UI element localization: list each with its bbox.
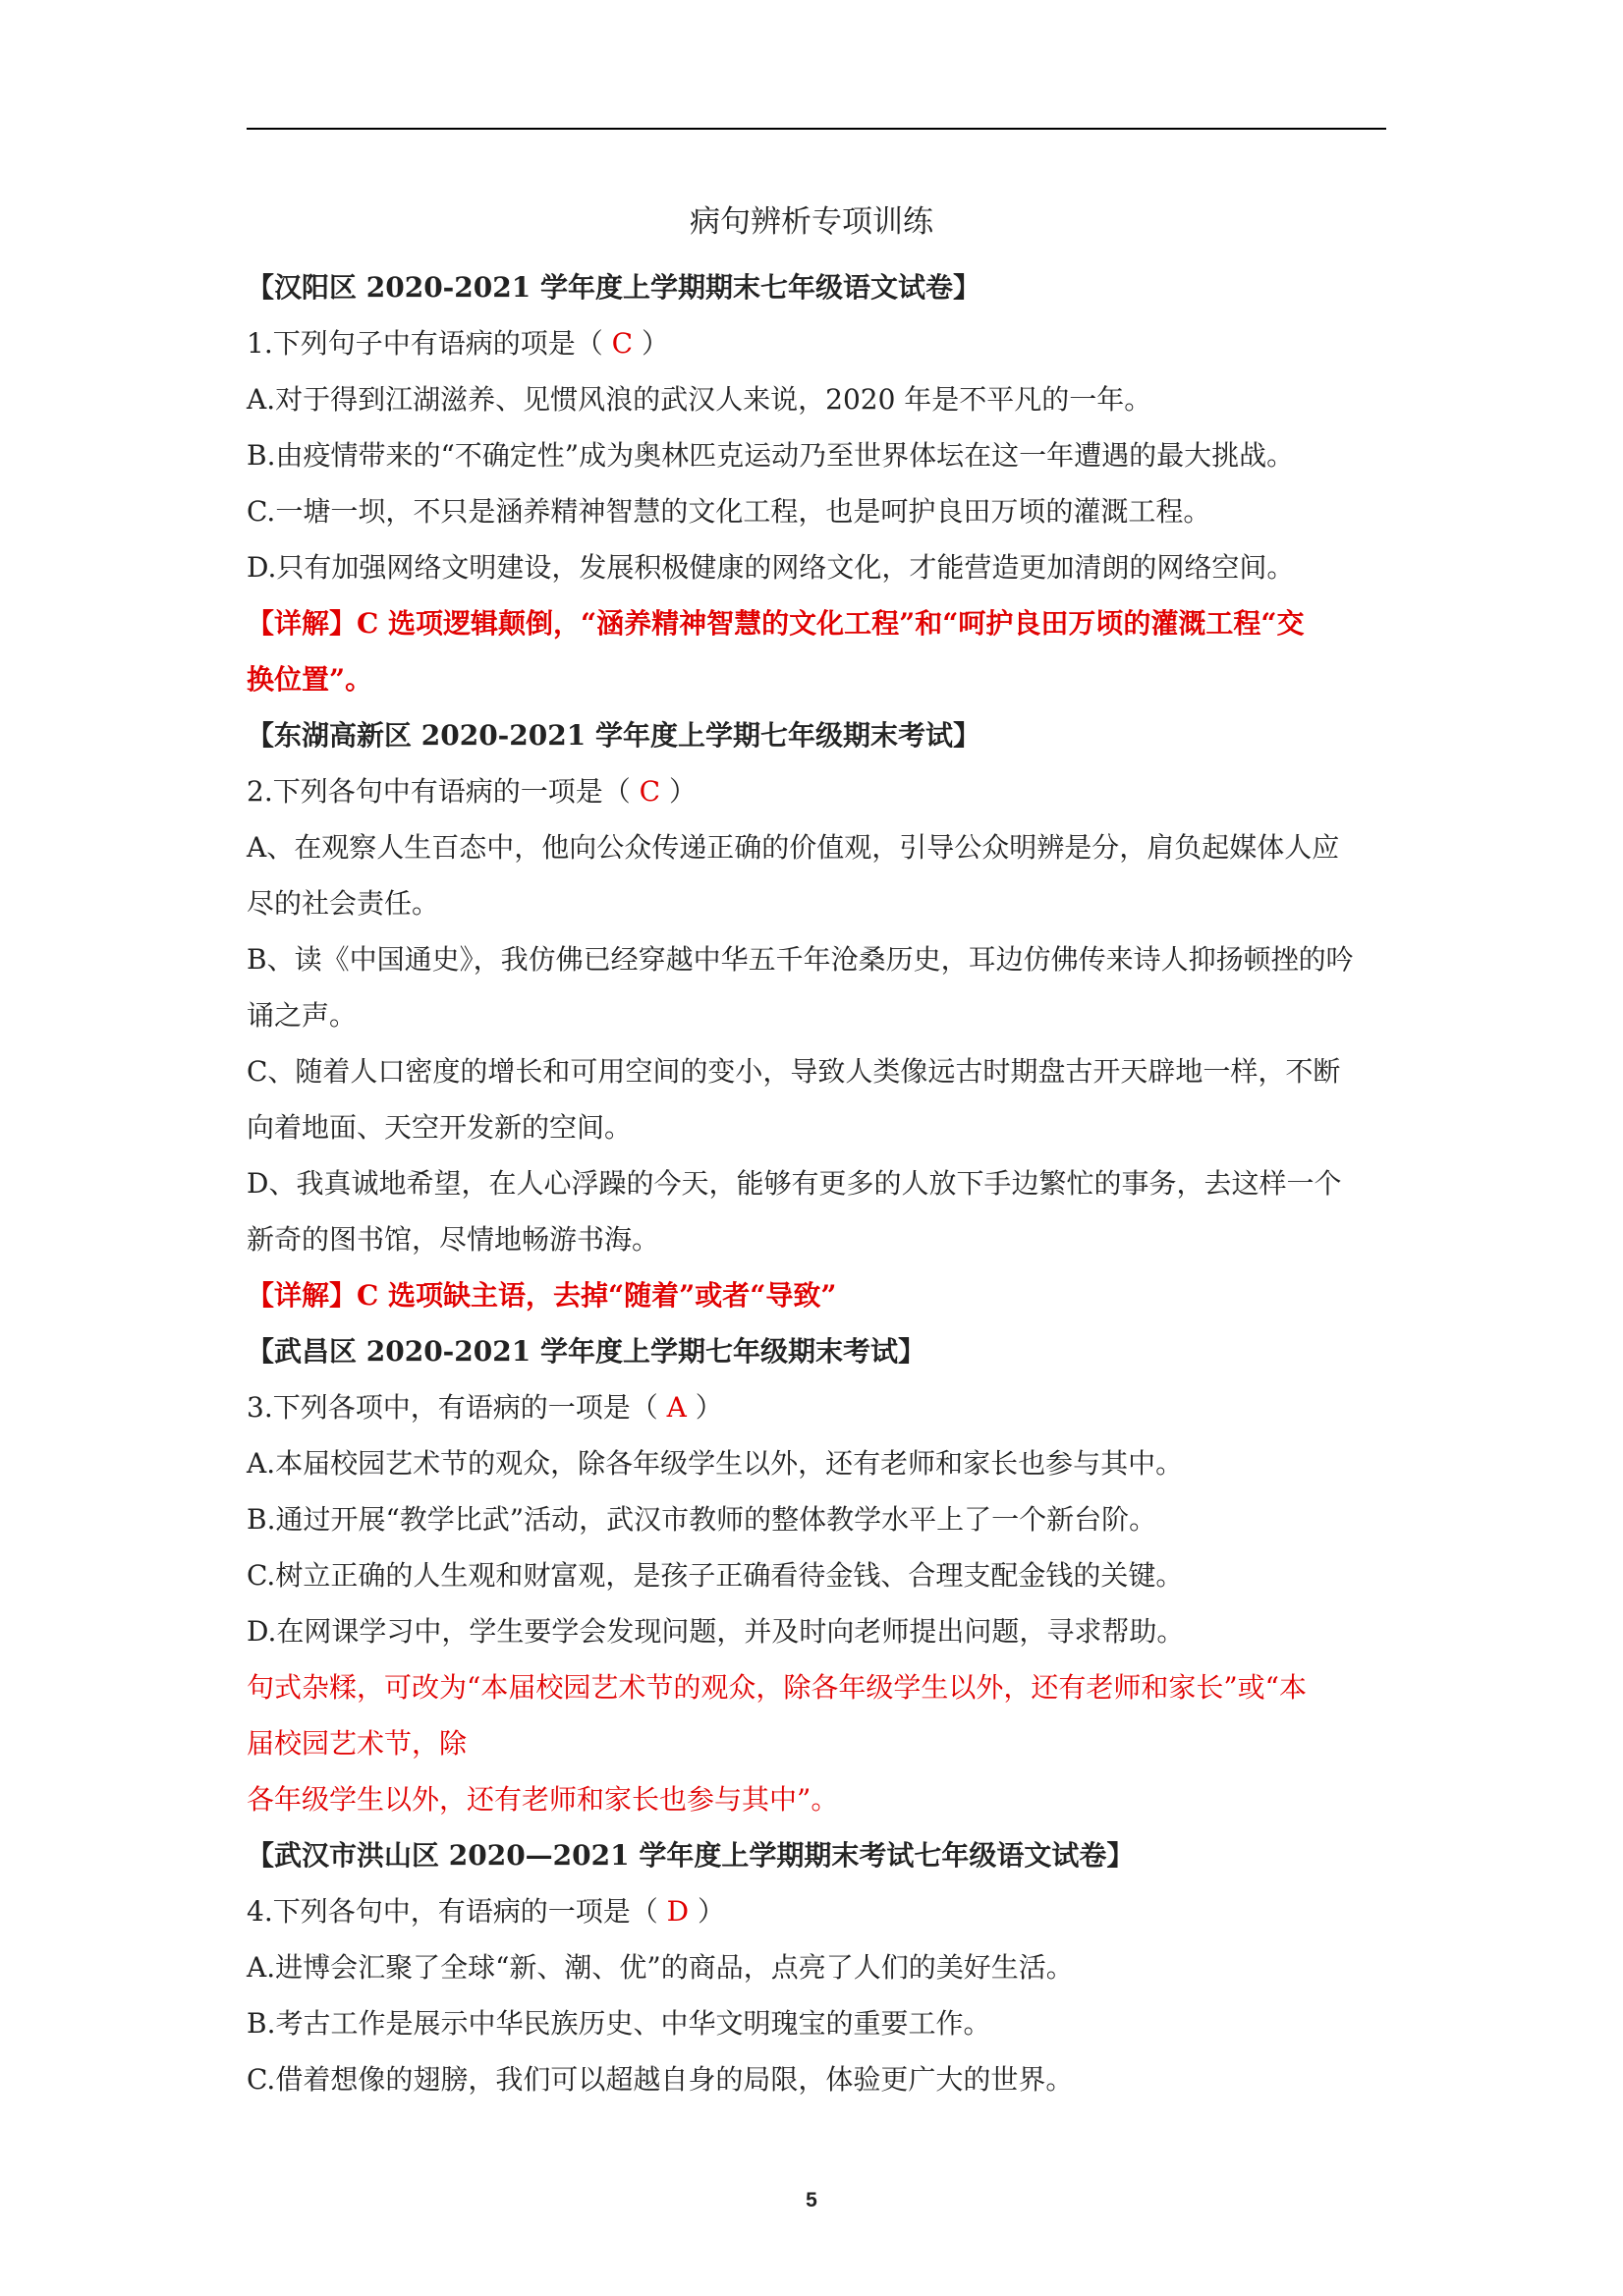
option: D.在网课学习中，学生要学会发现问题，并及时向老师提出问题，寻求帮助。 (247, 1615, 1185, 1648)
document-body (247, 259, 1388, 2107)
page-title: 病句辨析专项训练 (690, 204, 933, 240)
option: D、我真诚地希望，在人心浮躁的今天，能够有更多的人放下手边繁忙的事务，去这样一个 (247, 1167, 1342, 1200)
section-header: 【汉阳区 2020-2021 学年度上学期期末七年级语文试卷】 (247, 271, 980, 304)
option: A、在观察人生百态中，他向公众传递正确的价值观，引导公众明辨是分，肩负起媒体人应 (247, 831, 1340, 864)
option: C、随着人口密度的增长和可用空间的变小，导致人类像远古时期盘古开天辟地一样，不断 (247, 1055, 1341, 1088)
explanation: 换位置”。 (247, 663, 373, 696)
option: B.通过开展“教学比武”活动，武汉市教师的整体教学水平上了一个新台阶。 (247, 1503, 1157, 1536)
option: D.只有加强网络文明建设，发展积极健康的网络文化，才能营造更加清朗的网络空间。 (247, 551, 1295, 584)
option: 新奇的图书馆，尽情地畅游书海。 (247, 1223, 660, 1256)
answer: D (657, 1895, 698, 1928)
explanation: 届校园艺术节，除 (247, 1727, 468, 1760)
option: A.进博会汇聚了全球“新、潮、优”的商品，点亮了人们的美好生活。 (247, 1951, 1074, 1984)
section-header: 【武昌区 2020-2021 学年度上学期七年级期末考试】 (247, 1335, 925, 1368)
option: 诵之声。 (247, 999, 358, 1032)
option: A.对于得到江湖滋养、见惯风浪的武汉人来说，2020 年是不平凡的一年。 (247, 383, 1152, 416)
option: B.考古工作是展示中华民族历史、中华文明瑰宝的重要工作。 (247, 2007, 991, 2040)
section-header: 【东湖高新区 2020-2021 学年度上学期七年级期末考试】 (247, 719, 980, 752)
answer: A (657, 1391, 696, 1424)
explanation: 【详解】C 选项逻辑颠倒，“涵养精神智慧的文化工程”和“呵护良田万顷的灌溉工程“交 (247, 607, 1305, 640)
section-header: 【武汉市洪山区 2020—2021 学年度上学期期末考试七年级语文试卷】 (247, 1839, 1135, 1872)
option: C.树立正确的人生观和财富观，是孩子正确看待金钱、合理支配金钱的关键。 (247, 1559, 1184, 1592)
answer: C (602, 327, 642, 360)
option: B、读《中国通史》，我仿佛已经穿越中华五千年沧桑历史，耳边仿佛传来诗人抑扬顿挫的吟 (247, 943, 1354, 976)
option: 向着地面、天空开发新的空间。 (247, 1111, 633, 1144)
question: 2.下列各句中有语病的一项是（ C ） (247, 775, 697, 808)
option: 尽的社会责任。 (247, 887, 440, 920)
question: 1.下列句子中有语病的项是（ C ） (247, 327, 669, 360)
header-rule (247, 128, 1386, 130)
explanation: 各年级学生以外，还有老师和家长也参与其中”。 (247, 1783, 839, 1816)
option: C.借着想像的翅膀，我们可以超越自身的局限，体验更广大的世界。 (247, 2063, 1074, 2096)
explanation: 【详解】C 选项缺主语，去掉“随着”或者“导致” (247, 1279, 837, 1312)
question: 3.下列各项中，有语病的一项是（ A ） (247, 1391, 723, 1424)
explanation: 句式杂糅，可改为“本届校园艺术节的观众，除各年级学生以外，还有老师和家长”或“本 (247, 1671, 1307, 1704)
question: 4.下列各句中，有语病的一项是（ D ） (247, 1895, 725, 1928)
option: C.一塘一坝，不只是涵养精神智慧的文化工程，也是呵护良田万顷的灌溉工程。 (247, 495, 1211, 528)
option: A.本届校园艺术节的观众，除各年级学生以外，还有老师和家长也参与其中。 (247, 1447, 1184, 1480)
option: B.由疫情带来的“不确定性”成为奥林匹克运动乃至世界体坛在这一年遭遇的最大挑战。 (247, 439, 1295, 472)
answer: C (630, 775, 669, 808)
page-number: 5 (806, 2189, 817, 2212)
